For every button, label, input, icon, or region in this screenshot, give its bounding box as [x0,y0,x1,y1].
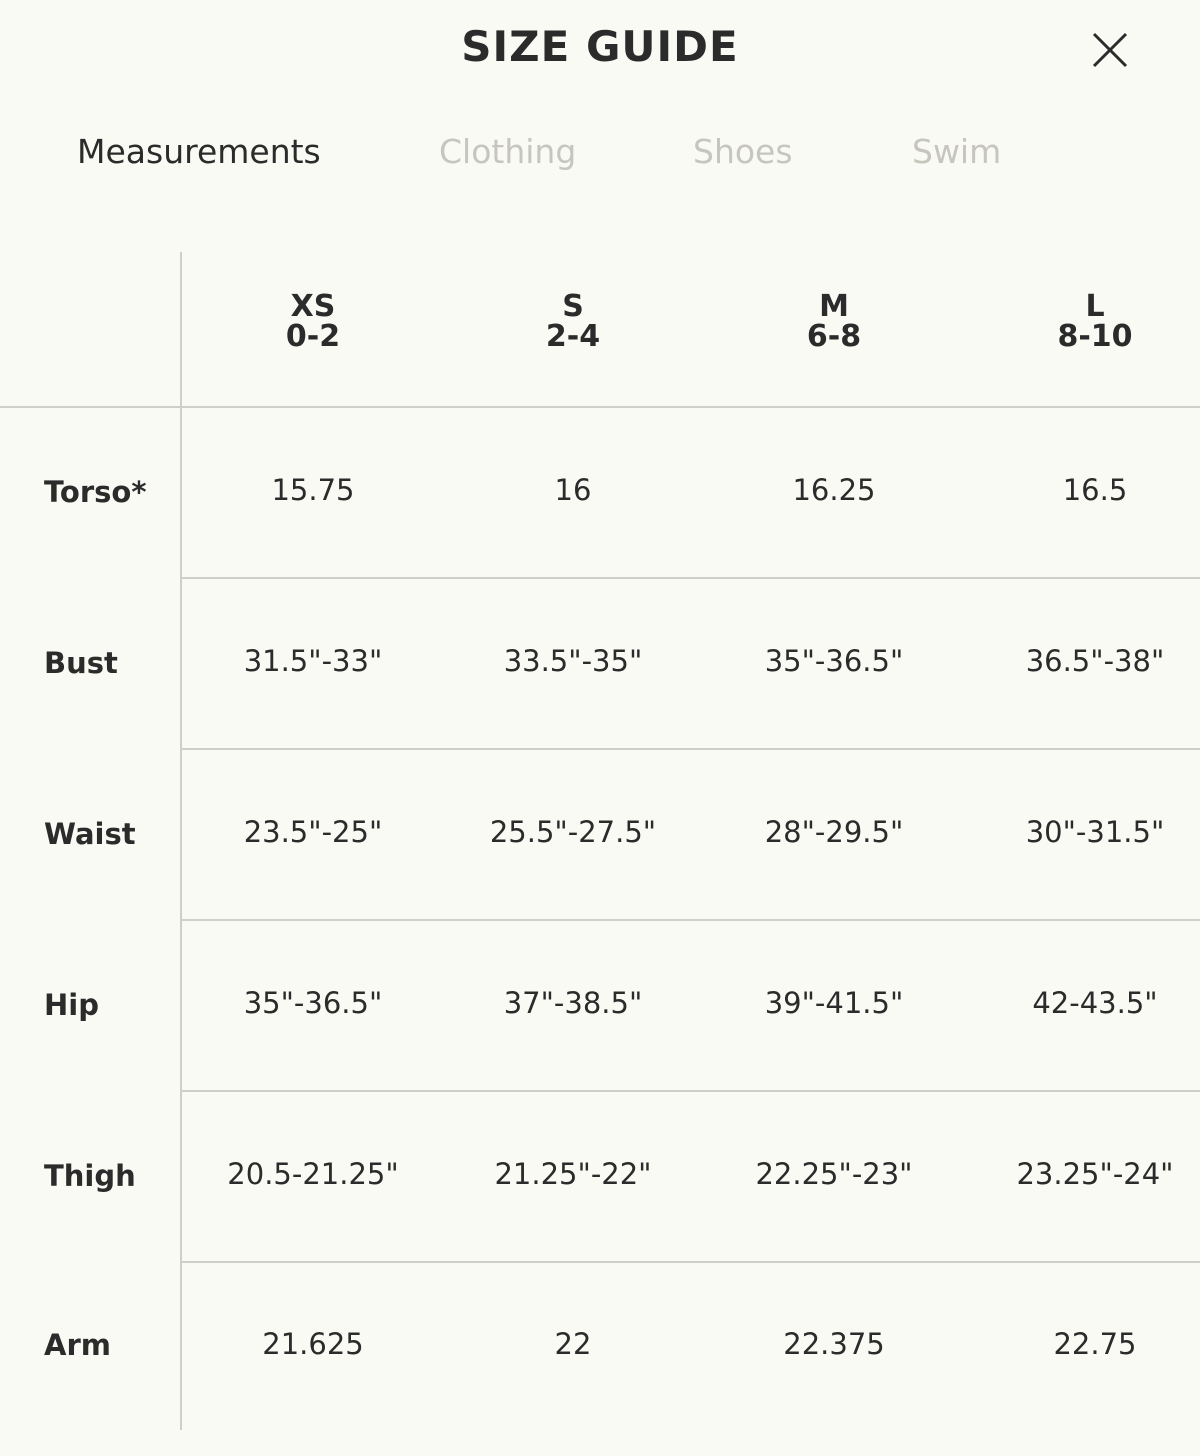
size-name: S [562,289,584,324]
size-header-m [704,289,964,354]
table-cell: 22 [554,1327,592,1361]
table-cell: 22.25"-23" [755,1157,913,1191]
table-cell: 20.5-21.25" [227,1157,399,1191]
row-label-bust: Bust [44,646,118,680]
size-name: M [819,289,849,324]
table-cell: 16 [554,473,592,507]
row-divider [182,919,1200,921]
row-label-arm: Arm [44,1328,111,1362]
size-range: 2-4 [545,319,601,354]
size-range: 6-8 [806,319,862,354]
close-button[interactable] [1090,30,1130,70]
size-name: XS [290,289,336,324]
table-cell: 25.5"-27.5" [489,815,657,849]
table-cell: 37"-38.5" [503,986,643,1020]
size-range: 0-2 [285,319,341,354]
size-range: 8-10 [1057,319,1133,354]
table-cell: 15.75 [271,473,355,507]
table-column-divider [180,252,182,1430]
tab-swim[interactable]: Swim [912,132,1002,171]
table-cell: 21.625 [262,1327,364,1361]
row-divider [182,748,1200,750]
row-label-waist: Waist [44,817,136,851]
row-label-torso: Torso* [44,475,147,509]
table-header-divider [0,406,1200,408]
tab-clothing[interactable]: Clothing [439,132,577,171]
table-cell: 28"-29.5" [764,815,904,849]
table-cell: 42-43.5" [1032,986,1158,1020]
table-cell: 35"-36.5" [764,644,904,678]
size-header-xs [183,289,443,354]
table-cell: 39"-41.5" [764,986,904,1020]
table-cell: 21.25"-22" [494,1157,652,1191]
table-cell: 30"-31.5" [1025,815,1165,849]
table-cell: 31.5"-33" [243,644,383,678]
row-divider [182,577,1200,579]
table-cell: 33.5"-35" [503,644,643,678]
row-divider [182,1261,1200,1263]
row-divider [182,1090,1200,1092]
row-label-thigh: Thigh [44,1159,136,1193]
tab-measurements[interactable]: Measurements [77,132,321,171]
row-label-hip: Hip [44,988,99,1022]
table-cell: 22.75 [1053,1327,1137,1361]
size-header-l [965,289,1200,354]
table-cell: 22.375 [783,1327,885,1361]
table-cell: 23.5"-25" [243,815,383,849]
size-name: L [1085,289,1105,324]
table-cell: 36.5"-38" [1025,644,1165,678]
page-title: SIZE GUIDE [461,22,739,71]
table-cell: 23.25"-24" [1016,1157,1174,1191]
table-cell: 16.5 [1062,473,1128,507]
tab-shoes[interactable]: Shoes [693,132,793,171]
table-cell: 35"-36.5" [243,986,383,1020]
close-icon [1090,30,1130,70]
table-cell: 16.25 [792,473,876,507]
tab-bar [0,132,1200,182]
size-header-s [443,289,703,354]
